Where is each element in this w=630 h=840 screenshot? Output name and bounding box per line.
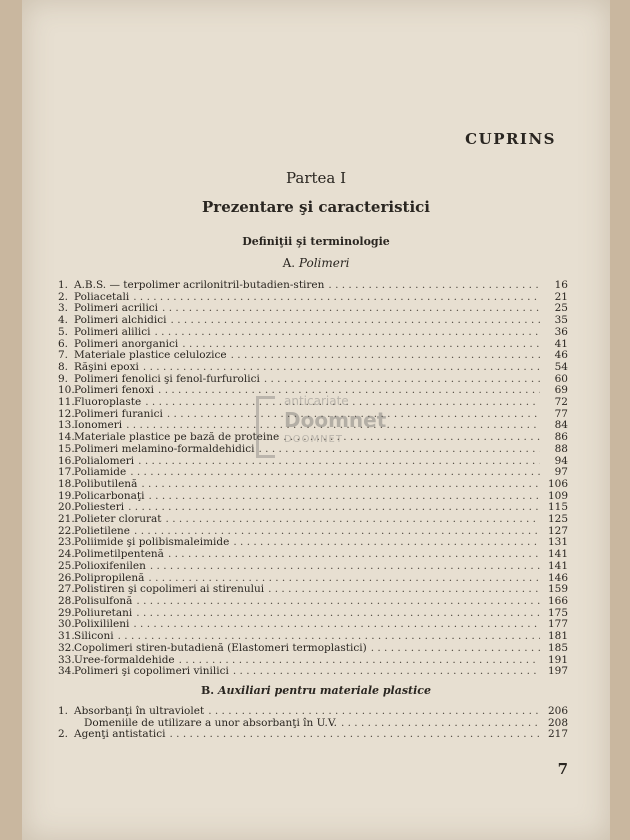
part-label: Partea I (285, 169, 347, 187)
toc-entry-page: 60 (554, 372, 568, 385)
watermark-main-text: Doomnet (284, 408, 387, 432)
toc-entry (58, 706, 568, 718)
toc-entry-page: 131 (547, 536, 568, 549)
toc-leader-dots (136, 608, 540, 620)
contents-heading: CUPRINS (465, 130, 556, 148)
toc-entry-title: Polibutilenă (74, 477, 138, 490)
toc-entry-page: 69 (554, 384, 568, 397)
page-number: 7 (557, 760, 568, 778)
toc-leader-dots (182, 339, 540, 351)
toc-entry-title: Polialomeri (74, 454, 135, 467)
toc-entry-title: Polieter clorurat (74, 513, 162, 526)
section-a-heading (22, 256, 610, 270)
toc-entry-title: Absorbanţi în ultraviolet (74, 705, 205, 717)
toc-entry-title: Poliesteri (74, 501, 125, 514)
toc-entry (58, 362, 568, 374)
toc-entry-page: 25 (554, 302, 568, 315)
toc-entry-number: 19. (58, 489, 75, 502)
toc-entry-page: 175 (547, 606, 568, 619)
toc-entry-title: Polimeri fenoxi (74, 384, 155, 397)
toc-leader-dots (141, 479, 540, 491)
toc-entry-title: Polixilileni (74, 618, 130, 631)
toc-leader-dots (168, 549, 540, 561)
watermark-top-text: anticariate (284, 394, 349, 408)
toc-entry-number: 3. (58, 302, 69, 315)
toc-leader-dots (233, 666, 540, 678)
toc-entry-number: 8. (58, 360, 69, 373)
toc-list-a (58, 280, 568, 678)
toc-entry-title: Domeniile de utilizare a unor absorbanţi în U.V. (84, 716, 337, 729)
toc-entry (58, 643, 568, 655)
toc-leader-dots (341, 718, 540, 730)
toc-entry-page: 141 (547, 559, 568, 572)
toc-entry-number: 27. (58, 583, 75, 596)
toc-entry-number: 14. (58, 431, 75, 444)
toc-entry-title: Polisulfonă (74, 594, 133, 607)
toc-entry-page: 185 (547, 641, 568, 654)
toc-leader-dots (166, 514, 540, 526)
toc-entry-title: A.B.S. — terpolimer acrilonitril-butadien-stiren (74, 279, 325, 291)
toc-entry-title: Răşini epoxi (74, 360, 139, 373)
toc-entry-number: 23. (58, 536, 75, 549)
toc-entry-title: Polimeri alchidici (74, 314, 167, 327)
toc-entry-number: 33. (58, 653, 75, 666)
section-a-title: Polimeri (298, 256, 350, 270)
toc-entry-page: 181 (547, 630, 568, 643)
toc-entry-page: 86 (554, 431, 568, 444)
toc-entry-page: 109 (547, 489, 568, 502)
toc-entry-number: 12. (58, 407, 75, 420)
toc-entry-title: Agenţi antistatici (74, 728, 166, 741)
toc-entry-title: Polimeri furanici (74, 407, 163, 420)
toc-entry-title: Poliamide (74, 466, 127, 479)
toc-entry-page: 88 (554, 442, 568, 455)
toc-entry-title: Polimeri anorganici (74, 337, 179, 350)
toc-leader-dots (155, 327, 541, 339)
toc-entry-page: 16 (554, 279, 568, 291)
toc-entry-title: Polimeri acrilici (74, 302, 159, 315)
toc-entry-title: Polipropilenă (74, 571, 145, 584)
toc-leader-dots (179, 655, 540, 667)
toc-entry (58, 596, 568, 608)
toc-entry-title: Polimeri fenolici şi fenol-furfurolici (74, 372, 260, 385)
toc-leader-dots (264, 374, 540, 386)
toc-entry (58, 514, 568, 526)
toc-entry-page: 191 (547, 653, 568, 666)
toc-entry-title: Poliuretani (74, 606, 133, 619)
toc-leader-dots (328, 280, 540, 292)
toc-entry-page: 106 (547, 477, 568, 490)
book-page (22, 0, 610, 840)
toc-entry-page: 115 (547, 501, 568, 514)
toc-entry-number: 1. (58, 279, 69, 291)
toc-entry-page: 146 (547, 571, 568, 584)
toc-entry-title: Siliconi (74, 630, 114, 643)
section-b-title: Auxiliari pentru materiale plastice (217, 684, 432, 697)
toc-entry-page: 208 (547, 716, 568, 729)
toc-leader-dots (171, 315, 540, 327)
toc-entry-page: 141 (547, 548, 568, 561)
toc-entry-number: 15. (58, 442, 75, 455)
toc-entry (58, 666, 568, 678)
toc-entry-number: 21. (58, 513, 75, 526)
toc-entry-page: 77 (554, 407, 568, 420)
toc-entry-title: Poliacetali (74, 290, 130, 303)
toc-entry-page: 97 (554, 466, 568, 479)
toc-entry (58, 491, 568, 503)
toc-leader-dots (371, 643, 540, 655)
watermark-bracket-icon (256, 396, 275, 458)
toc-entry-number: 34. (58, 665, 75, 678)
toc-entry (58, 280, 568, 292)
section-b-heading (22, 684, 610, 697)
toc-entry (58, 584, 568, 596)
toc-entry-number: 6. (58, 337, 69, 350)
toc-entry-number: 31. (58, 630, 75, 643)
toc-entry (58, 561, 568, 573)
toc-entry-page: 197 (547, 665, 568, 678)
toc-entry-number: 10. (58, 384, 75, 397)
toc-leader-dots (169, 729, 540, 741)
toc-entry-page: 127 (547, 524, 568, 537)
toc-entry-page: 217 (547, 728, 568, 741)
toc-leader-dots (128, 502, 540, 514)
toc-entry-page: 35 (554, 314, 568, 327)
toc-entry-number: 22. (58, 524, 75, 537)
toc-entry-title: Poliimide şi polibismaleimide (74, 536, 230, 549)
toc-entry-number: 13. (58, 419, 75, 432)
toc-entry-page: 46 (554, 349, 568, 362)
toc-entry-page: 206 (547, 705, 568, 717)
toc-entry-title: Copolimeri stiren-butadienă (Elastomeri termoplastici) (74, 641, 367, 654)
toc-entry-number: 5. (58, 325, 69, 338)
watermark-bottom-text: DOOMNET (284, 434, 343, 445)
toc-entry-page: 41 (554, 337, 568, 350)
toc-leader-dots (136, 596, 540, 608)
toc-entry-title: Polimeri şi copolimeri vinilici (74, 665, 229, 678)
toc-entry-title: Materiale plastice celulozice (74, 349, 227, 362)
toc-leader-dots (133, 619, 540, 631)
part-subtitle: Prezentare şi caracteristici (202, 198, 430, 216)
toc-entry-title: Materiale plastice pe bază de proteine (74, 431, 280, 444)
toc-entry-page: 94 (554, 454, 568, 467)
toc-entry-page: 54 (554, 360, 568, 373)
toc-entry-title: Ionomeri (74, 419, 123, 432)
toc-entry (58, 479, 568, 491)
toc-entry-number: 25. (58, 559, 75, 572)
toc-list-b (58, 706, 568, 741)
section-b-letter: B. (200, 684, 215, 697)
toc-entry-number: 16. (58, 454, 75, 467)
toc-entry-number: 11. (58, 396, 75, 409)
watermark-logo (256, 388, 396, 458)
toc-entry (58, 608, 568, 620)
toc-entry-page: 159 (547, 583, 568, 596)
toc-entry-number: 20. (58, 501, 75, 514)
toc-entry-page: 84 (554, 419, 568, 432)
toc-leader-dots (231, 350, 540, 362)
toc-entry-title: Polioxifenilen (74, 559, 146, 572)
toc-leader-dots (150, 561, 540, 573)
toc-entry-number: 30. (58, 618, 75, 631)
toc-leader-dots (162, 303, 540, 315)
toc-entry-page: 72 (554, 396, 568, 409)
toc-leader-dots (143, 362, 540, 374)
toc-entry-title: Uree-formaldehide (74, 653, 175, 666)
toc-entry (58, 327, 568, 339)
toc-entry-number: 29. (58, 606, 75, 619)
toc-leader-dots (148, 491, 540, 503)
toc-entry-number: 9. (58, 372, 69, 385)
toc-entry-title: Polimeri alilici (74, 325, 151, 338)
toc-entry-number: 2. (58, 290, 69, 303)
toc-entry-number: 2. (58, 728, 69, 741)
toc-leader-dots (268, 584, 540, 596)
section-a-letter: A. (282, 256, 296, 270)
toc-entry-number: 7. (58, 349, 69, 362)
toc-leader-dots (130, 467, 540, 479)
toc-entry-title: Polimetilpentenă (74, 548, 164, 561)
toc-entry-number: 32. (58, 641, 75, 654)
toc-entry-page: 125 (547, 513, 568, 526)
toc-leader-dots (208, 706, 540, 718)
toc-entry (58, 619, 568, 631)
toc-entry-title: Policarbonaţi (74, 489, 145, 502)
toc-leader-dots (133, 292, 540, 304)
toc-entry-number: 1. (58, 705, 69, 717)
toc-entry-title: Polietilene (74, 524, 131, 537)
toc-entry-title: Polistiren şi copolimeri ai stirenului (74, 583, 265, 596)
toc-entry-number: 24. (58, 548, 75, 561)
toc-entry (58, 729, 568, 741)
toc-entry-number: 18. (58, 477, 75, 490)
toc-entry-number: 4. (58, 314, 69, 327)
toc-entry-page: 36 (554, 325, 568, 338)
toc-entry-number: 28. (58, 594, 75, 607)
toc-leader-dots (233, 537, 540, 549)
toc-entry-number: 26. (58, 571, 75, 584)
toc-entry-page: 21 (554, 290, 568, 303)
toc-entry-page: 166 (547, 594, 568, 607)
toc-entry-title: Polimeri melamino-formaldehidici (74, 442, 255, 455)
toc-entry-page: 177 (547, 618, 568, 631)
definitions-heading: Definiţii şi terminologie (242, 235, 390, 248)
toc-entry-number: 17. (58, 466, 75, 479)
toc-entry-title: Fluoroplaste (74, 396, 142, 409)
